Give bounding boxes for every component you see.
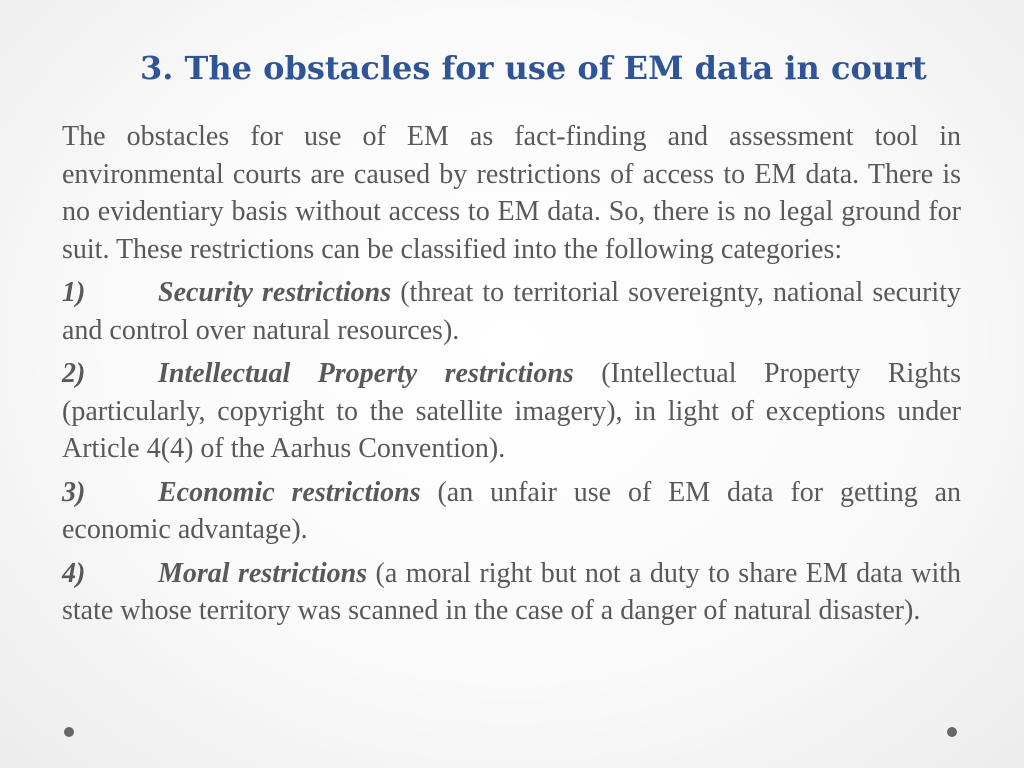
slide-title: 3. The obstacles for use of EM data in court <box>140 49 927 87</box>
list-item <box>62 555 961 630</box>
list-item-term: Moral restrictions <box>158 557 368 589</box>
list-item-text: (Intellectual Property Rights (particularly, copyright to the satellite imagery), in light of exceptions under Article 4(4) of the Aarhus Convention). <box>62 358 961 464</box>
list-item <box>62 474 961 549</box>
list-item-number: 3) <box>62 476 86 508</box>
list-item-term: Security restrictions <box>158 277 392 308</box>
decorative-dot-left <box>64 727 74 737</box>
decorative-dot-right <box>947 727 957 737</box>
list-item <box>62 274 961 349</box>
list-item-number: 4) <box>62 557 86 589</box>
slide-content <box>62 118 961 636</box>
list-item-term: Intellectual Property restrictions <box>158 358 574 389</box>
list-item <box>62 355 961 468</box>
intro-paragraph: The obstacles for use of EM as fact-finding and assessment tool in environmental courts are caused by restrictions of access to EM data. There is no evidentiary basis without access to EM data. So, there is no legal ground for suit. These restrictions can be classified into the following categories: <box>62 121 961 265</box>
list-item-text: (threat to territorial sovereignty, national security and control over natural resources). <box>62 277 961 346</box>
list-item-number: 1) <box>62 277 86 308</box>
list-item-term: Economic restrictions <box>158 476 421 508</box>
list-item-text: (a moral right but not a duty to share EM data with state whose territory was scanned in the case of a danger of natural disaster). <box>62 557 962 626</box>
list-item-number: 2) <box>62 358 86 389</box>
list-item-text: (an unfair use of EM data for getting an economic advantage). <box>62 476 961 545</box>
